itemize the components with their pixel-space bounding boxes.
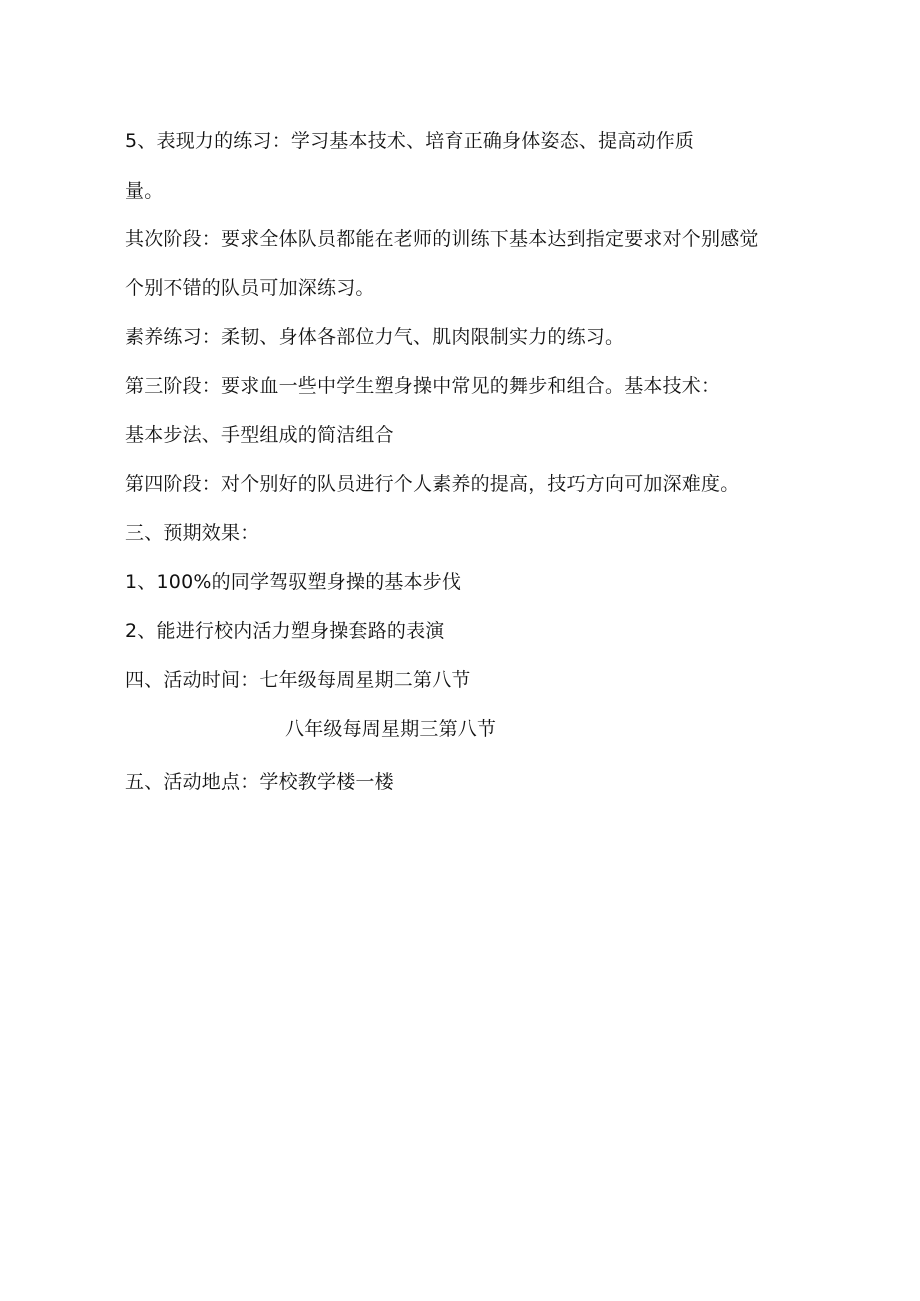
text-line-practice-5: 5、表现力的练习：学习基本技术、培育正确身体姿态、提高动作质 [125,130,695,152]
text-line-quality-practice: 素养练习：柔韧、身体各部位力气、肌肉限制实力的练习。 [125,326,625,348]
text-line-fourth-stage: 第四阶段：对个别好的队员进行个人素养的提高，技巧方向可加深难度。 [125,473,740,495]
list-item-expected-2: 2、能进行校内活力塑身操套路的表演 [125,620,445,642]
text-line-second-stage: 其次阶段：要求全体队员都能在老师的训练下基本达到指定要求对个别感觉 [125,228,759,250]
section-heading-expected-effect: 三、预期效果： [125,522,260,544]
list-item-expected-1: 1、100%的同学驾驭塑身操的基本步伐 [125,571,462,593]
text-line-third-stage-cont: 基本步法、手型组成的简洁组合 [125,424,394,446]
text-line-activity-time-grade8: 八年级每周星期三第八节 [285,718,497,740]
section-heading-activity-time: 四、活动时间：七年级每周星期二第八节 [125,669,471,691]
text-line-third-stage: 第三阶段：要求血一些中学生塑身操中常见的舞步和组合。基本技术： [125,375,721,397]
text-line-second-stage-cont: 个别不错的队员可加深练习。 [125,277,375,299]
text-line-practice-5-cont: 量。 [125,180,164,202]
section-heading-activity-place: 五、活动地点：学校教学楼一楼 [125,771,394,793]
